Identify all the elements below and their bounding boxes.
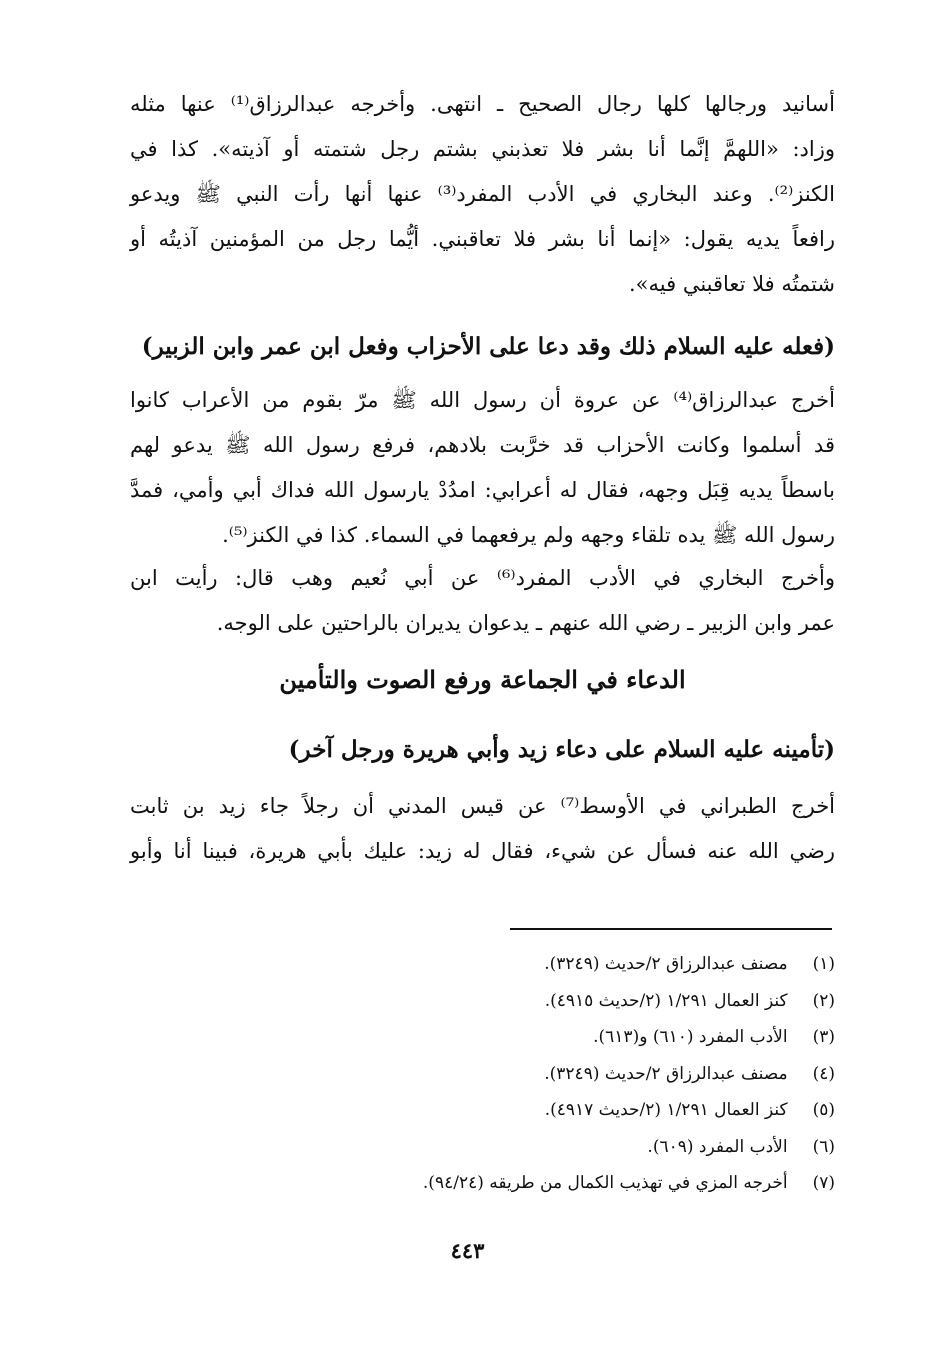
section-heading: (تأمينه عليه السلام على دعاء زيد وأبي هريرة ورجل آخر) [288, 736, 835, 763]
text-line: قد أسلموا وكانت الأحزاب قد خرَّبت بلادهم، فرفع رسول الله ﷺ يدعو لهم [130, 433, 835, 457]
text-line: أخرج الطبراني في الأوسط⁽⁷⁾ عن قيس المدني أن رجلاً جاء زيد بن ثابت [130, 794, 836, 818]
footnote [130, 1165, 835, 1202]
text-line: وأخرج البخاري في الأدب المفرد⁽⁶⁾ عن أبي نُعيم وهب قال: رأيت ابن [130, 566, 835, 590]
footnote [130, 1129, 835, 1166]
text-line: رسول الله ﷺ يده تلقاء وجهه ولم يرفعهما في السماء. كذا في الكنز⁽⁵⁾. [222, 523, 835, 547]
paragraph-2 [130, 378, 835, 558]
footnote-number: (٦) [812, 1136, 835, 1157]
footnote-number: (١) [812, 954, 835, 974]
footnote-number: (٧) [812, 1173, 835, 1193]
footnote-text: الأدب المفرد (٦٠٩). [647, 1136, 788, 1157]
footnote [130, 946, 835, 983]
page-number: ٤٤٣ [450, 1238, 485, 1263]
footnote-text: الأدب المفرد (٦١٠) و(٦١٣). [593, 1027, 788, 1047]
text-line: باسطاً يديه قِبَل وجهه، فقال له أعرابي: امدُدْ يارسول الله فداك أبي وأمي، فمدَّ [130, 478, 835, 502]
chapter-title: الدعاء في الجماعة ورفع الصوت والتأمين [279, 665, 686, 694]
footnote-text: مصنف عبدالرزاق ٢/حديث (٣٢٤٩). [544, 1063, 788, 1084]
footnote-number: (٢) [812, 990, 835, 1011]
footnote-text: أخرجه المزي في تهذيب الكمال من طريقه (٩٤/٢٤). [422, 1173, 788, 1193]
footnote [130, 983, 835, 1020]
footnote-number: (٤) [812, 1063, 835, 1084]
footnote-text: كنز العمال ١/٢٩١ (٢/حديث ٤٩١٧). [544, 1100, 788, 1120]
paragraph-1 [130, 82, 835, 307]
footnote-number: (٥) [812, 1100, 835, 1120]
footnote [130, 1056, 835, 1093]
footnote [130, 1019, 835, 1056]
footnote-text: كنز العمال ١/٢٩١ (٢/حديث ٤٩١٥). [544, 990, 788, 1011]
text-line: الكنز⁽²⁾. وعند البخاري في الأدب المفرد⁽³⁾ عنها أنها رأت النبي ﷺ ويدعو [130, 182, 835, 206]
text-line: شتمتُه فلا تعاقبني فيه». [628, 272, 835, 296]
text-line: وزاد: «اللهمَّ إنَّما أنا بشر فلا تعذبني بشتم رجل شتمته أو آذيته». كذا في [130, 137, 835, 161]
footnotes [130, 946, 835, 1202]
footnote-text: مصنف عبدالرزاق ٢/حديث (٣٢٤٩). [544, 954, 788, 974]
section-heading: (فعله عليه السلام ذلك وقد دعا على الأحزاب وفعل ابن عمر وابن الزبير) [141, 333, 835, 360]
footnote [130, 1092, 835, 1129]
text-line: عمر وابن الزبير ـ رضي الله عنهم ـ يدعوان يديران بالراحتين على الوجه. [216, 611, 835, 635]
footnote-divider [510, 928, 832, 930]
paragraph-4 [130, 784, 835, 874]
text-line: أخرج عبدالرزاق⁽⁴⁾ عن عروة أن رسول الله ﷺ مرّ بقوم من الأعراب كانوا [130, 388, 835, 412]
footnote-number: (٣) [812, 1027, 835, 1047]
paragraph-3 [130, 556, 835, 646]
text-line: أسانيد ورجالها كلها رجال الصحيح ـ انتهى. وأخرجه عبدالرزاق⁽¹⁾ عنها مثله [130, 92, 835, 116]
text-line: رضي الله عنه فسأل عن شيء، فقال له زيد: عليك بأبي هريرة، فبينا أنا وأبو [130, 839, 835, 863]
text-line: رافعاً يديه يقول: «إنما أنا بشر فلا تعاقبني. أيُّما رجل من المؤمنين آذيتُه أو [130, 227, 835, 251]
